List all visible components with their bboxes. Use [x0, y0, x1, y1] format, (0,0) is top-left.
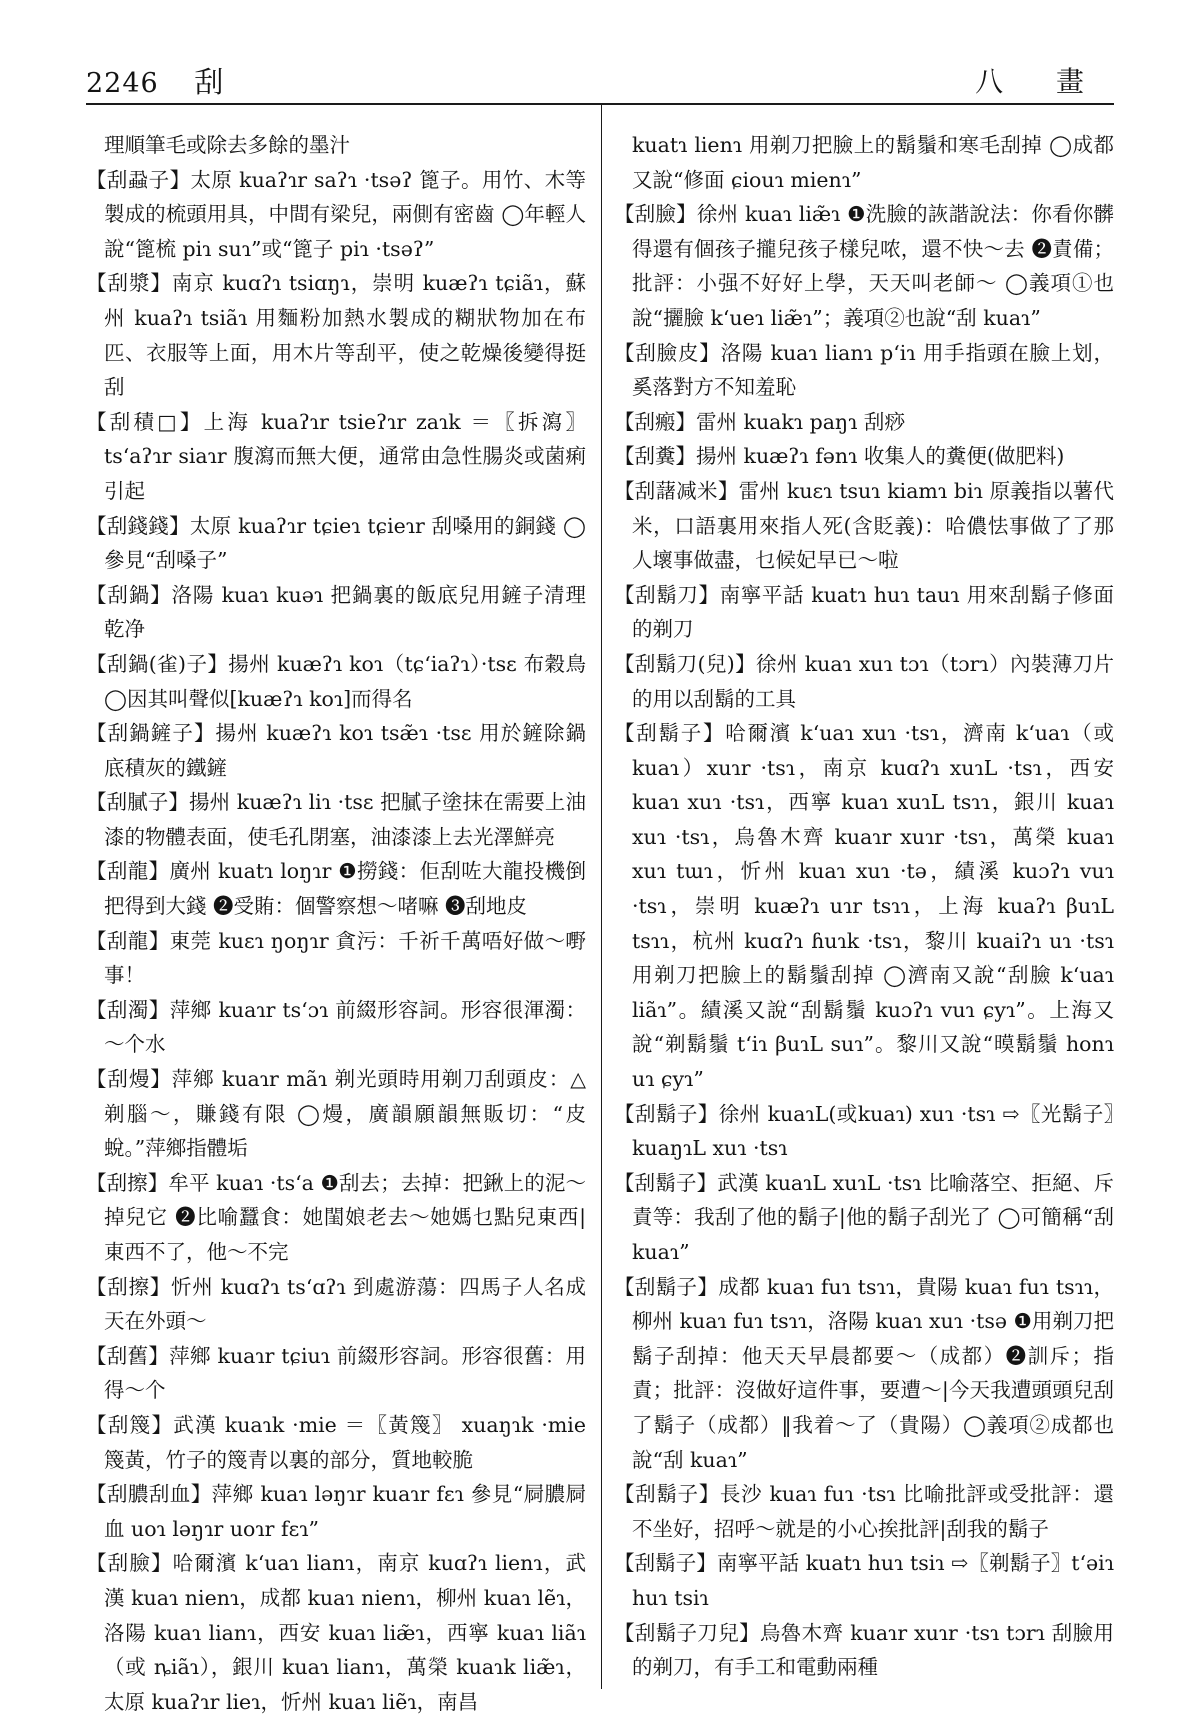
dictionary-entry: 【刮漿】南京 kuɑʔɿ tsiɑŋɿ，崇明 kuæʔɿ tɕiãɿ，蘇州 kuaʔɿ tsiãɿ 用麵粉加熱水製成的糊狀物加在布匹、衣服等上面，用木片等刮平，使之乾燥後變得挺刮 [86, 271, 586, 400]
entry-continuation: kuatɿ lienɿ 用剃刀把臉上的鬍鬚和寒毛刮掉 ◯成都又說“修面 ɕiouɿ mienɿ” [632, 133, 1114, 192]
dictionary-entry: 【刮擦】忻州 kuɑʔɿ tsʻɑʔɿ 到處游蕩：四馬子人名成天在外頭～ [86, 1274, 586, 1334]
dictionary-entry: 【刮龍】廣州 kuatɿ loŋɿr ❶撈錢：佢刮咗大龍投機倒把得到大錢 ❷受賄：個警察想～啫嘛 ❸刮地皮 [86, 859, 586, 919]
dictionary-entry: 【刮瘢】雷州 kuakɿ paŋɿ 刮痧 [614, 409, 905, 434]
dictionary-entry: 【刮鬍子】徐州 kuaɿL(或kuaɿ) xuɿ ·tsɿ ⇨〖光鬍子〗kuaŋɿL xuɿ ·tsɿ [614, 1101, 1114, 1161]
entry-continuation: 理順筆毛或除去多餘的墨汁 [104, 133, 350, 157]
dictionary-entry: 【刮膿刮血】萍鄉 kuaɿ ləŋɿr kuaɿr fɛɿ 參見“屙膿屙血 uoɿ ləŋɿr uoɿr fɛɿ” [86, 1482, 586, 1541]
dictionary-entry: 【刮膩子】揚州 kuæʔɿ liɿ ·tsɛ 把膩子塗抹在需要上油漆的物體表面，使毛孔閉塞，油漆漆上去光澤鮮亮 [86, 790, 586, 849]
header-rule [86, 103, 1114, 105]
dictionary-entry: 【刮舊】萍鄉 kuaɿr tɕiuɿ 前綴形容詞。形容很舊：用得～个 [86, 1343, 586, 1403]
dictionary-entry: 【刮熳】萍鄉 kuaɿr mãɿ 剃光頭時用剃刀刮頭皮：△剃腦～，賺錢有限 ◯熳，廣韻願韻無販切：“皮蛻。”萍鄉指體垢 [86, 1067, 586, 1161]
dictionary-entry: 【刮鍋(雀)子】揚州 kuæʔɿ koɿ（tɕʻiaʔɿ）·tsɛ 布穀鳥 ◯因其叫聲似[kuæʔɿ koɿ]而得名 [86, 651, 586, 711]
left-column [86, 128, 586, 1714]
page-header [86, 56, 1114, 104]
dictionary-entry: 【刮鍋鏟子】揚州 kuæʔɿ koɿ tsæ̃ɿ ·tsɛ 用於鏟除鍋底積灰的鐵鏟 [86, 721, 586, 780]
right-column [614, 128, 1114, 1698]
dictionary-entry: 【刮鬍子刀兒】烏魯木齊 kuaɿr xuɿr ·tsɿ tɔrɿ 刮臉用的剃刀，有手工和電動兩種 [614, 1620, 1114, 1680]
dictionary-entry: 【刮龍】東莞 kuɛɿ ŋoŋɿr 貪污：千祈千萬唔好做～嘢事！ [86, 928, 586, 988]
dictionary-entry: 【刮鍋】洛陽 kuaɿ kuəɿ 把鍋裏的飯底兒用鏟子清理乾净 [86, 582, 586, 642]
dictionary-entry: 【刮積□】上海 kuaʔɿr tsieʔɿr zaɿk ＝〖拆瀉〗 tsʻaʔɿr siaɿr 腹瀉而無大便，通常由急性腸炎或菌痢引起 [86, 409, 586, 503]
dictionary-entry: 【刮擦】牟平 kuaɿ ·tsʻa ❶刮去；去掉：把鍬上的泥～掉兒它 ❷比喻蠶食：她閨娘老去～她媽乜點兒東西|東西不了，他～不完 [86, 1170, 586, 1264]
section-label: 八 畫 [975, 65, 1106, 98]
dictionary-entry: 【刮鬍子】南寧平話 kuatɿ huɿ tsiɿ ⇨〖剃鬍子〗tʻəiɿ huɿ tsiɿ [614, 1551, 1114, 1610]
column-divider [601, 104, 602, 1689]
dictionary-entry: 【刮鬍子】成都 kuaɿ fuɿ tsɿɿ，貴陽 kuaɿ fuɿ tsɿɿ，柳州 kuaɿ fuɿ tsɿɿ，洛陽 kuaɿ xuɿ ·tsə ❶用剃刀把鬍子刮掉：他天天早晨都要～（成都）❷訓斥；指責；批評：沒做好這件事，要遭～|今天我遭頭頭兒刮了鬍子（成都）‖我着～了（貴陽）◯義項②成都也說“刮 kuaɿ” [614, 1274, 1114, 1472]
head-char: 刮 [194, 65, 225, 99]
dictionary-entry: 【刮鬍刀】南寧平話 kuatɿ huɿ tauɿ 用來刮鬍子修面的剃刀 [614, 582, 1114, 642]
dictionary-entry: 【刮鬍子】哈爾濱 kʻuaɿ xuɿ ·tsɿ，濟南 kʻuaɿ（或 kuaɿ）xuɿr ·tsɿ，南京 kuɑʔɿ xuɿL ·tsɿ，西安 kuaɿ xuɿ ·tsɿ，西寧 kuaɿ xuɿL tsɿɿ，銀川 kuaɿ xuɿ ·tsɿ，烏魯木齊 kuaɿr xuɿr ·tsɿ，萬榮 kuaɿ xuɿ tɯɿ，忻州 kuaɿ xuɿ ·tə，績溪 kuɔʔɿ vuɿ ·tsɿ，崇明 kuæʔɿ uɿr tsɿɿ，上海 kuaʔɿ βuɿL tsɿɿ，杭州 kuɑʔɿ ɦuɿk ·tsɿ，黎川 kuaiʔɿ uɿ ·tsɿ 用剃刀把臉上的鬍鬚刮掉 ◯濟南又說“刮臉 kʻuaɿ liãɿ”。績溪又說“刮鬍鬚 kuɔʔɿ vuɿ ɕyɿ”。上海又說“剃鬍鬚 tʻiɿ βuɿL suɿ”。黎川又說“暯鬍鬚 honɿ uɿ ɕyɿ” [614, 721, 1114, 1092]
dictionary-entry: 【刮臉皮】洛陽 kuaɿ lianɿ pʻiɿ 用手指頭在臉上划，奚落對方不知羞恥 [614, 340, 1114, 400]
dictionary-entry: 【刮糞】揚州 kuæʔɿ fənɿ 收集人的糞便(做肥料) [614, 444, 1065, 469]
page-number-and-head-char [86, 60, 224, 101]
page-number: 2246 [86, 68, 159, 99]
dictionary-entry: 【刮篾】武漢 kuaɿk ·mie ＝〖黃篾〗 xuaŋɿk ·mie 篾黃，竹子的篾青以裏的部分，質地較脆 [86, 1412, 586, 1472]
dictionary-entry: 【刮臉】徐州 kuaɿ liæ̃ɿ ❶洗臉的詼諧說法：你看你髒得還有個孩子攏兒孩子樣兒哝，還不快～去 ❷責備；批評：小强不好好上學，天天叫老師～ ◯義項①也說“攦臉 kʻueɿ liæ̃ɿ”；義項②也說“刮 kuaɿ” [614, 202, 1114, 330]
dictionary-entry: 【刮蝨子】太原 kuaʔɿr saʔɿ ·tsəʔ 篦子。用竹、木等製成的梳頭用具，中間有梁兒，兩側有密齒 ◯年輕人說“篦梳 piɿ suɿ”或“篦子 piɿ ·tsəʔ” [86, 167, 586, 261]
dictionary-entry: 【刮鬍子】武漢 kuaɿL xuɿL ·tsɿ 比喻落空、拒絕、斥責等：我刮了他的鬍子|他的鬍子刮光了 ◯可簡稱“刮 kuaɿ” [614, 1170, 1114, 1264]
dictionary-entry: 【刮鬍刀(兒)】徐州 kuaɿ xuɿ tɔɿ（tɔrɿ）內裝薄刀片的用以刮鬍的工具 [614, 651, 1114, 711]
dictionary-entry: 【刮鬍子】長沙 kuaɿ fuɿ ·tsɿ 比喻批評或受批評：還不坐好，招呼～就是的小心挨批評|刮我的鬍子 [614, 1482, 1114, 1541]
dictionary-entry: 【刮錢錢】太原 kuaʔɿr tɕieɿ tɕieɿr 刮嗓用的銅錢 ◯參見“刮嗓子” [86, 513, 586, 573]
dictionary-entry: 【刮藷减米】雷州 kuɛɿ tsuɿ kiamɿ biɿ 原義指以薯代米，口語裏用來指人死(含貶義)：哈儂怯事做了了那人壞事做盡，乜候妃早已～啦 [614, 478, 1114, 573]
dictionary-entry: 【刮臉】哈爾濱 kʻuaɿ lianɿ，南京 kuɑʔɿ lienɿ，武漢 kuaɿ nienɿ，成都 kuaɿ nienɿ，柳州 kuaɿ lẽɿ，洛陽 kuaɿ lianɿ，西安 kuaɿ liæ̃ɿ，西寧 kuaɿ liãɿ（或 ȵiãɿ），銀川 kuaɿ lianɿ，萬榮 kuaɿk liæ̃ɿ，太原 kuaʔɿr lieɿ，忻州 kuaɿ liẽɿ，南昌 [86, 1551, 586, 1714]
dictionary-entry: 【刮濁】萍鄉 kuaɿr tsʻɔɿ 前綴形容詞。形容很渾濁：～个水 [86, 997, 586, 1057]
